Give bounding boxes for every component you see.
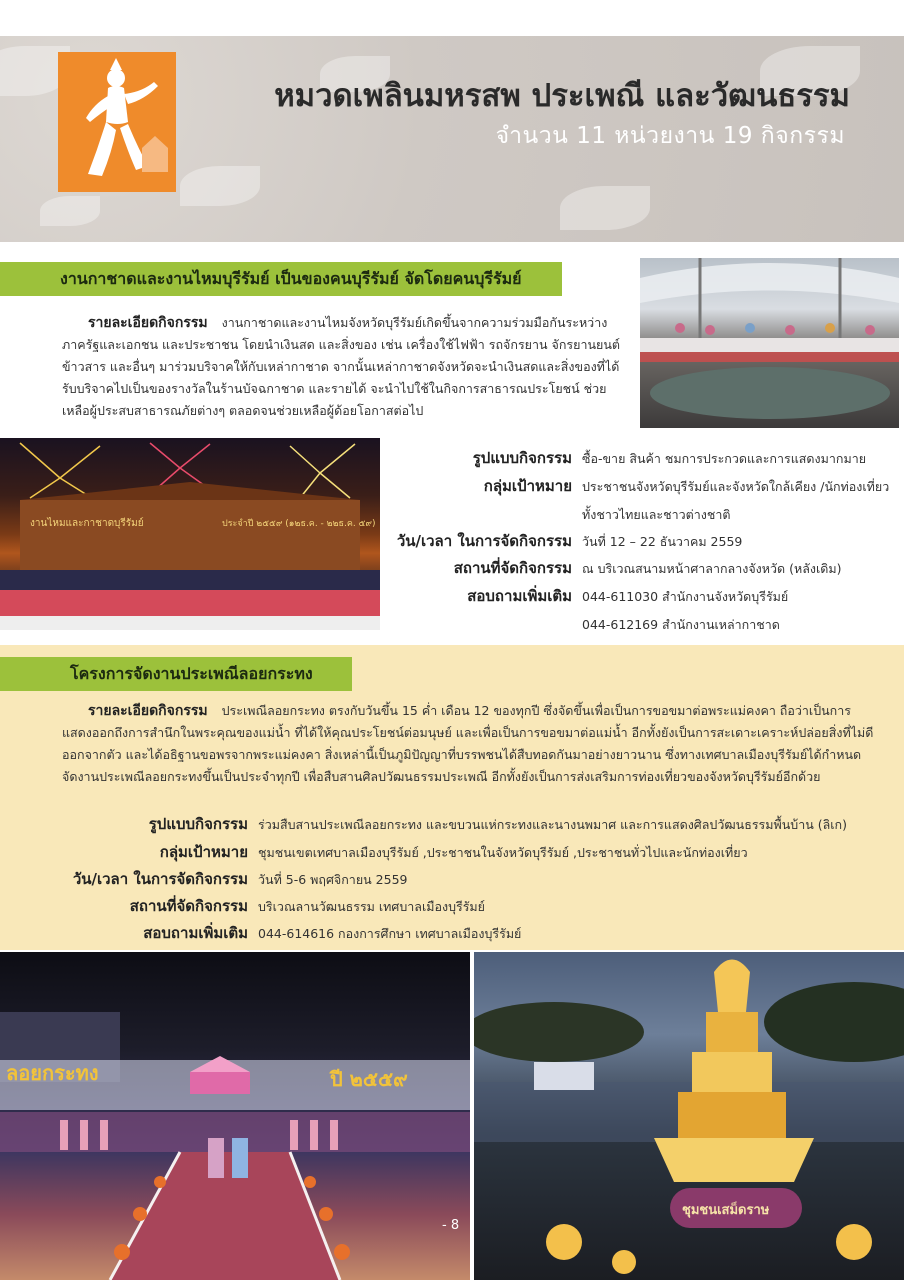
place-value: บริเวณลานวัฒนธรรม เทศบาลเมืองบุรีรัมย์	[258, 899, 485, 914]
contact-label: สอบถามเพิ่มเติม	[467, 587, 572, 605]
section1-detail-label: รายละเอียดกิจกรรม	[88, 315, 208, 331]
section1-detail-text: งานกาชาดและงานไหมจังหวัดบุรีรัมย์เกิดขึ้นจากความร่วมมือกันระหว่าง ภาครัฐและเอกชน และประชาชน โดยนำเงินสด และสิ่งของ เช่น เครื่องใช้ไฟฟ้า รถจักรยาน จักรยานยนต์ ข้าวสาร และอื่นๆ มาร่วมบริจาคให้กับเหล่ากาชาด จากนั้นเหล่ากาชาดจังหวัดจะนำเงินสดและสิ่งของที่ได้รับบริจาคไปเป็นของรางวัลในร้านบัจฉกาชาด และรายได้ จะนำไปใช้ในกิจการสาธารณประโยชน์ ช่วยเหลือผู้ประสบสาธารณภัยต่างๆ ตลอดจนช่วยเหลือผู้ด้อยโอกาสต่อไป	[62, 315, 620, 418]
section1-format-row	[0, 446, 904, 470]
place-label: สถานที่จัดกิจกรรม	[129, 897, 248, 915]
section2-detail-label: รายละเอียดกิจกรรม	[88, 703, 208, 719]
section1-contact-row-2	[0, 612, 904, 636]
target-value-2: ทั้งชาวไทยและชาวต่างชาติ	[582, 507, 731, 522]
place-label: สถานที่จัดกิจกรรม	[453, 559, 572, 577]
section2-detail	[62, 700, 874, 788]
section2-detail-text: ประเพณีลอยกระทง ตรงกับวันขึ้น 15 ค่ำ เดือน 12 ของทุกปี ซึ่งจัดขึ้นเพื่อเป็นการขอขมาต่อพระแม่คงคา ถือว่าเป็นการแสดงออกถึงการสำนึกในพระคุณของแม่น้ำ ที่ได้ให้คุณประโยชน์ต่อมนุษย์ และเพื่อเป็นการขอขมาต่อแม่น้ำ อีกทั้งยังเป็นการสะเดาะเคราะห์ปล่อยสิ่งที่ไม่ดีออกจากตัว และได้อธิฐานขอพรจากพระแม่คงคา สิ่งเหล่านี้เป็นภูมิปัญญาที่บรรพชนได้สืบทอดกันมาอย่างยาวนาน ซึ่งทางเทศบาลเมืองบุรีรัมย์ได้กำหนดจัดงานประเพณีลอยกระทงขึ้นเป็นประจำทุกปี เพื่อสืบสานศิลปวัฒนธรรมประเพณี อีกทั้งยังเป็นการส่งเสริมการท่องเที่ยวของจังหวัดบุรีรัมย์อีกด้วย	[62, 703, 874, 784]
section1-target-row	[0, 474, 904, 498]
contact-value: 044-614616 กองการศึกษา เทศบาลเมืองบุรีรัมย์	[258, 926, 522, 941]
date-label: วัน/เวลา ในการจัดกิจกรรม	[396, 532, 572, 550]
section1-detail	[62, 312, 622, 422]
contact-label: สอบถามเพิ่มเติม	[143, 924, 248, 942]
section2-heading: โครงการจัดงานประเพณีลอยกระทง	[0, 657, 352, 691]
contact-value-1: 044-611030 สำนักงานจังหวัดบุรีรัมย์	[582, 589, 789, 604]
photo-sign-right: ปี ๒๕๕๙	[330, 1067, 408, 1091]
target-value: ชุมชนเขตเทศบาลเมืองบุรีรัมย์ ,ประชาชนในจังหวัดบุรีรัมย์ ,ประชาชนทั่วไปและนักท่องเที่ยว	[258, 845, 748, 860]
section2-date-row	[0, 867, 904, 891]
giant-krathong-photo	[474, 952, 904, 1280]
section1-place-row	[0, 556, 904, 580]
target-label: กลุ่มเป้าหมาย	[159, 843, 248, 861]
section1-contact-row	[0, 584, 904, 608]
format-label: รูปแบบกิจกรรม	[472, 449, 572, 467]
page-number: - 8	[442, 1218, 460, 1233]
section2-contact-row	[0, 921, 904, 945]
page-title: หมวดเพลินมหรสพ ประเพณี และวัฒนธรรม	[274, 78, 850, 114]
target-label: กลุ่มเป้าหมาย	[483, 477, 572, 495]
photo-banner-left: งานไหมและกาชาดบุรีรัมย์	[30, 518, 144, 529]
date-value: วันที่ 12 – 22 ธันวาคม 2559	[582, 534, 743, 549]
section2-target-row	[0, 840, 904, 864]
target-value-1: ประชาชนจังหวัดบุรีรัมย์และจังหวัดใกล้เคียง /นักท่องเที่ยว	[582, 479, 890, 494]
date-value: วันที่ 5-6 พฤศจิกายน 2559	[258, 872, 408, 887]
photo-sign-left: ลอยกระทง	[6, 1061, 99, 1085]
section2-format-row	[0, 812, 904, 836]
date-label: วัน/เวลา ในการจัดกิจกรรม	[72, 870, 248, 888]
section1-target-row-2	[0, 502, 904, 526]
contact-value-2: 044-612169 สำนักงานเหล่ากาชาด	[582, 617, 780, 632]
page-subtitle: จำนวน 11 หน่วยงาน 19 กิจกรรม	[495, 123, 845, 149]
format-value: ร่วมสืบสานประเพณีลอยกระทง และขบวนแห่กระทงและนางนพมาศ และการแสดงศิลปวัฒนธรรมพื้นบ้าน (ลิเก)	[258, 817, 847, 832]
loy-krathong-stage-photo	[0, 952, 470, 1280]
format-value: ซื้อ-ขาย สินค้า ชมการประกวดและการแสดงมากมาย	[582, 451, 867, 466]
section1-heading: งานกาชาดและงานไหมบุรีรัมย์ เป็นของคนบุรีรัมย์ จัดโดยคนบุรีรัมย์	[0, 262, 562, 296]
photo-sign-krathong: ชุมชนเสม็ดราษ	[682, 1203, 770, 1218]
place-value: ณ บริเวณสนามหน้าศาลากลางจังหวัด (หลังเดิม)	[582, 561, 842, 576]
section2-place-row	[0, 894, 904, 918]
dancer-logo-icon	[58, 52, 176, 192]
tent-event-photo	[640, 258, 899, 428]
photo-banner-right: ประจำปี ๒๕๕๙ (๑๒ธ.ค. - ๒๒ธ.ค. ๕๙)	[222, 519, 376, 529]
format-label: รูปแบบกิจกรรม	[148, 815, 248, 833]
section1-date-row	[0, 529, 904, 553]
